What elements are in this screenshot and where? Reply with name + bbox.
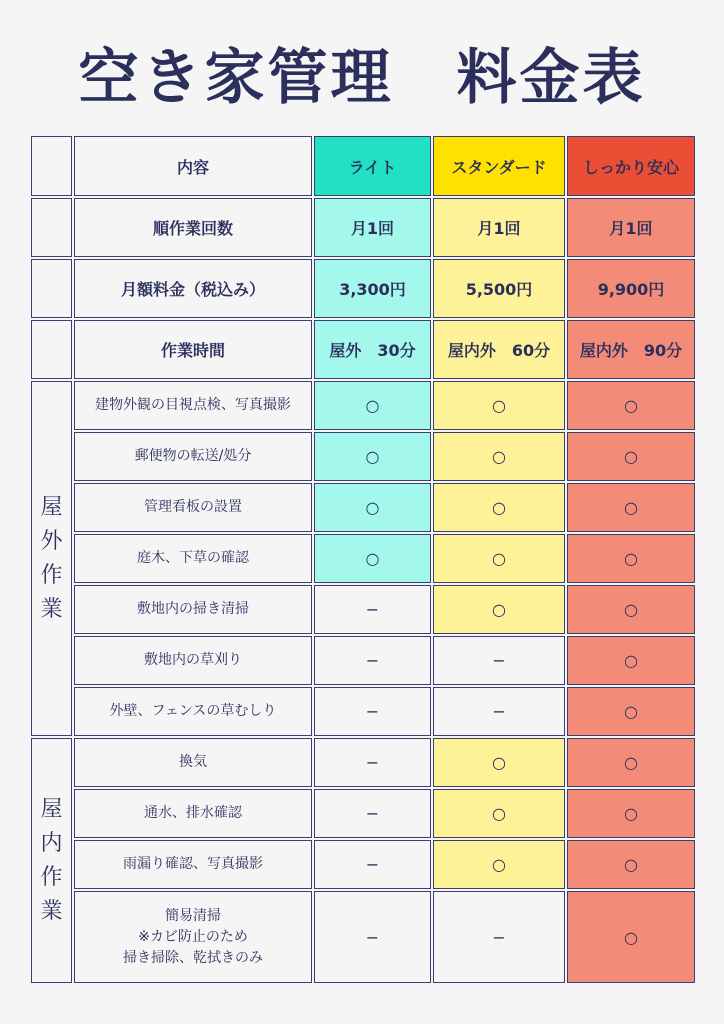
cell-light: − [314, 891, 431, 983]
cell-safe: ○ [567, 585, 695, 634]
cell-safe: ○ [567, 534, 695, 583]
cell-standard: − [433, 687, 565, 736]
outdoor-section-label: 屋 外 作 業 [31, 381, 72, 736]
side-empty-cell [31, 198, 72, 257]
table-row [31, 840, 695, 889]
table-row [31, 738, 695, 787]
plan-header-standard: スタンダード [433, 136, 565, 196]
table-row [31, 259, 695, 318]
cell-safe: 9,900円 [567, 259, 695, 318]
table-row [31, 381, 695, 430]
row-label: 換気 [74, 738, 312, 787]
cell-light: − [314, 789, 431, 838]
row-label: 月額料金（税込み） [74, 259, 312, 318]
row-label: 庭木、下草の確認 [74, 534, 312, 583]
corner-cell [31, 136, 72, 196]
cell-standard: 屋内外 60分 [433, 320, 565, 379]
side-empty-cell [31, 320, 72, 379]
cell-light: 月1回 [314, 198, 431, 257]
cell-light: − [314, 840, 431, 889]
row-label: 作業時間 [74, 320, 312, 379]
cell-standard: ○ [433, 738, 565, 787]
page-title: 空き家管理 料金表 [78, 43, 646, 113]
table-row [31, 198, 695, 257]
cell-safe: ○ [567, 483, 695, 532]
row-label: 順作業回数 [74, 198, 312, 257]
cell-light: − [314, 687, 431, 736]
plan-header-light: ライト [314, 136, 431, 196]
cell-safe: ○ [567, 738, 695, 787]
cell-safe: ○ [567, 381, 695, 430]
cell-standard: ○ [433, 483, 565, 532]
table-row [31, 687, 695, 736]
row-label: 郵便物の転送/処分 [74, 432, 312, 481]
cell-light: ○ [314, 483, 431, 532]
pricing-table [29, 134, 697, 985]
cell-safe: ○ [567, 891, 695, 983]
table-row [31, 789, 695, 838]
content-header: 内容 [74, 136, 312, 196]
row-label: 敷地内の掃き清掃 [74, 585, 312, 634]
cell-light: ○ [314, 432, 431, 481]
cell-safe: ○ [567, 636, 695, 685]
row-label: 簡易清掃 ※カビ防止のため 掃き掃除、乾拭きのみ [74, 891, 312, 983]
row-label: 建物外観の目視点検、写真撮影 [74, 381, 312, 430]
table-row [31, 534, 695, 583]
cell-safe: ○ [567, 789, 695, 838]
cell-light: 3,300円 [314, 259, 431, 318]
cell-safe: ○ [567, 687, 695, 736]
cell-standard: − [433, 636, 565, 685]
row-label: 外壁、フェンスの草むしり [74, 687, 312, 736]
plan-header-safe: しっかり安心 [567, 136, 695, 196]
cell-safe: 屋内外 90分 [567, 320, 695, 379]
cell-standard: 5,500円 [433, 259, 565, 318]
table-row [31, 320, 695, 379]
cell-standard: ○ [433, 789, 565, 838]
cell-standard: 月1回 [433, 198, 565, 257]
table-row [31, 891, 695, 983]
cell-safe: ○ [567, 432, 695, 481]
side-empty-cell [31, 259, 72, 318]
row-label: 通水、排水確認 [74, 789, 312, 838]
table-row [31, 432, 695, 481]
cell-light: ○ [314, 534, 431, 583]
row-label: 管理看板の設置 [74, 483, 312, 532]
table-row [31, 636, 695, 685]
row-label: 敷地内の草刈り [74, 636, 312, 685]
cell-safe: ○ [567, 840, 695, 889]
cell-light: − [314, 636, 431, 685]
cell-standard: ○ [433, 381, 565, 430]
indoor-section-label: 屋 内 作 業 [31, 738, 72, 983]
cell-light: ○ [314, 381, 431, 430]
cell-standard: ○ [433, 432, 565, 481]
cell-standard: − [433, 891, 565, 983]
cell-standard: ○ [433, 840, 565, 889]
table-row [31, 483, 695, 532]
table-header-row [31, 136, 695, 196]
cell-standard: ○ [433, 534, 565, 583]
cell-light: − [314, 585, 431, 634]
cell-light: 屋外 30分 [314, 320, 431, 379]
row-label: 雨漏り確認、写真撮影 [74, 840, 312, 889]
cell-light: − [314, 738, 431, 787]
cell-safe: 月1回 [567, 198, 695, 257]
cell-standard: ○ [433, 585, 565, 634]
table-row [31, 585, 695, 634]
